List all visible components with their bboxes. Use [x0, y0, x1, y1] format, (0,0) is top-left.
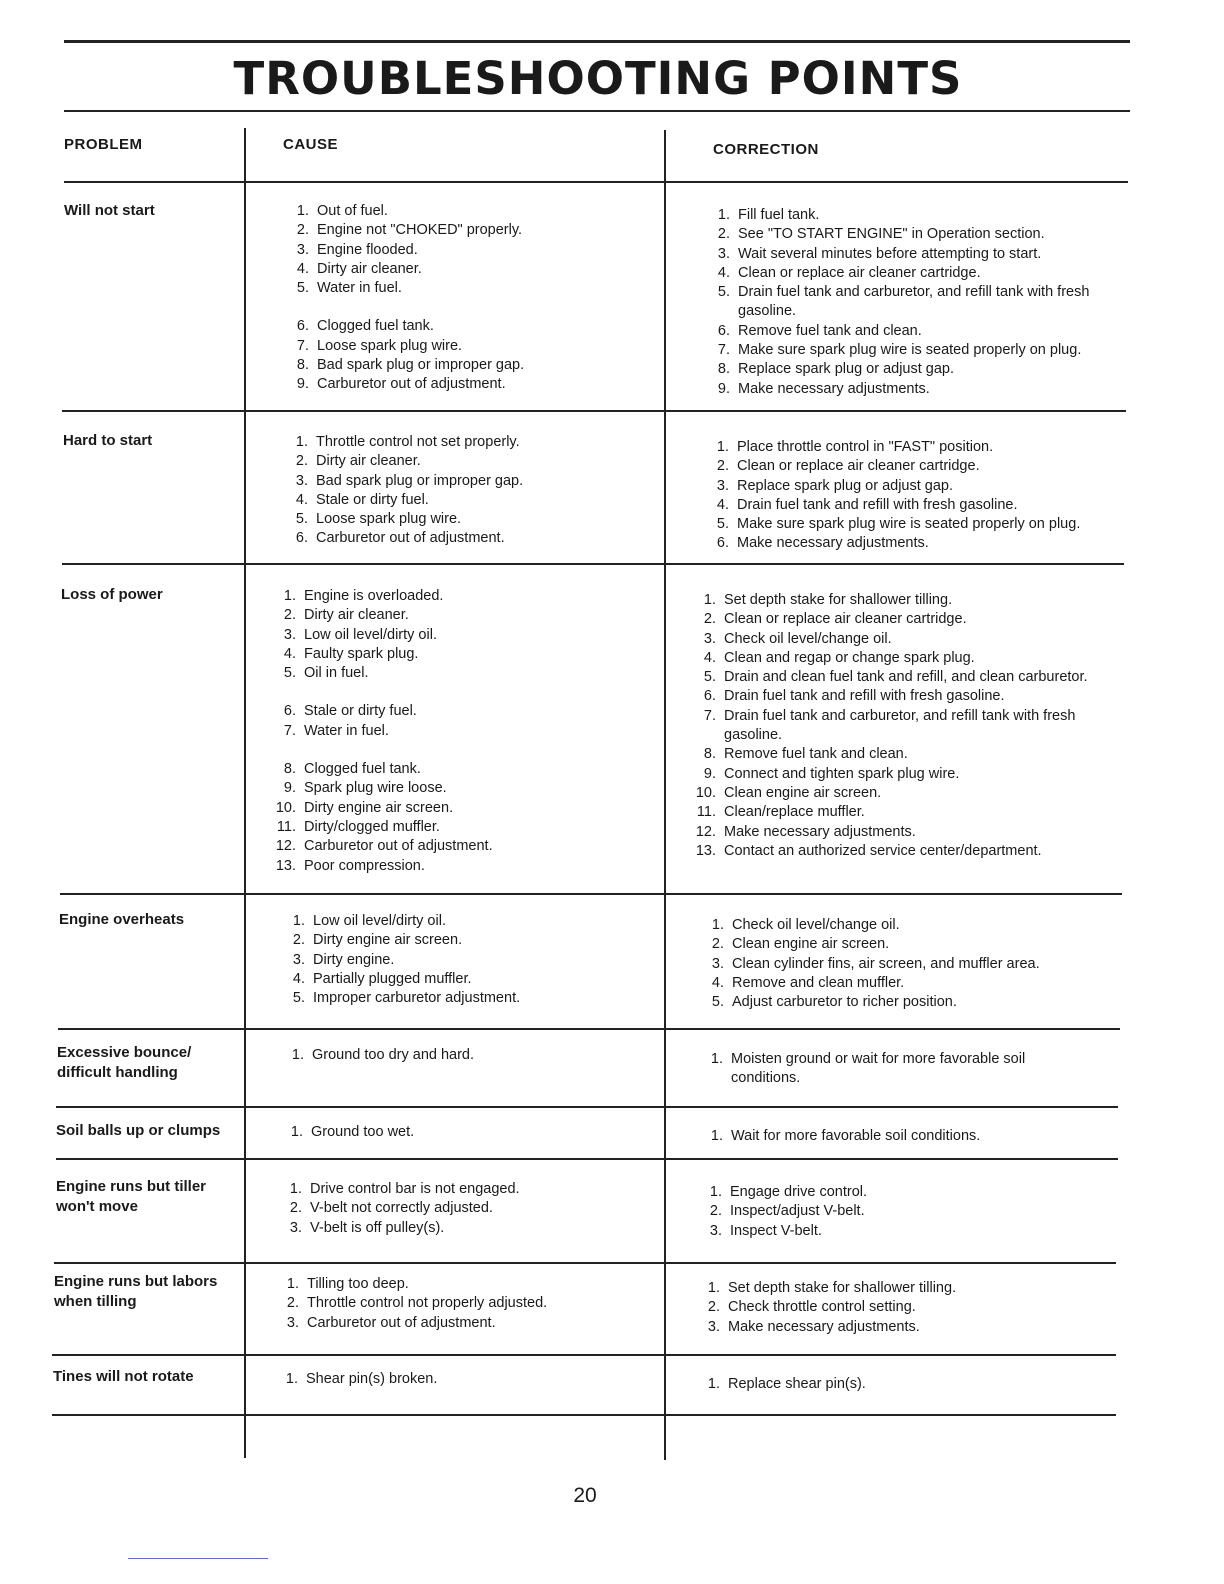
column-divider-correction: [664, 130, 666, 1460]
correction-item: 6. Remove fuel tank and clean.: [717, 322, 922, 339]
cause-item: 4. Stale or dirty fuel.: [295, 491, 429, 508]
correction-item: 8. Replace spark plug or adjust gap.: [717, 361, 955, 378]
cause-item: 2. Engine not "CHOKED" properly.: [296, 222, 523, 239]
cause-item: 1. Ground too wet.: [290, 1124, 415, 1140]
cause-item: 9. Carburetor out of adjustment.: [296, 376, 506, 393]
cause-item: 1. Ground too dry and hard.: [291, 1047, 475, 1063]
cause-item: 2. Dirty air cleaner.: [295, 453, 421, 470]
correction-item: 5. Make sure spark plug wire is seated properly on plug.: [716, 516, 1081, 533]
correction-item: 6. Make necessary adjustments.: [716, 535, 929, 552]
correction-list: [705, 438, 1117, 554]
cause-item: 1. Out of fuel.: [296, 203, 388, 219]
correction-item: 1. Set depth stake for shallower tilling.: [707, 1280, 957, 1296]
correction-item: 7. Drain fuel tank and carburetor, and refill tank with fresh gasoline.: [703, 707, 1076, 744]
cause-item: 4. Faulty spark plug.: [283, 645, 419, 662]
correction-list: [700, 916, 1110, 1012]
correction-list: [698, 1183, 1098, 1241]
cause-item: 9. Spark plug wire loose.: [283, 780, 447, 797]
cause-item: 1. Engine is overloaded.: [283, 588, 444, 604]
correction-item: 2. Clean or replace air cleaner cartridge.: [703, 611, 967, 628]
page-title: TROUBLESHOOTING POINTS: [233, 52, 963, 105]
cause-list: [285, 202, 655, 395]
correction-item: 6. Drain fuel tank and refill with fresh gasoline.: [703, 688, 1005, 705]
cause-item: 4. Dirty air cleaner.: [296, 260, 422, 277]
problem-label: Excessive bounce/ difficult handling: [57, 1044, 192, 1081]
cause-list: [275, 1275, 645, 1333]
cause-item: 13. Poor compression.: [275, 857, 425, 874]
cause-item: 11. Dirty/clogged muffler.: [276, 818, 440, 835]
cause-item: 3. Engine flooded.: [296, 241, 418, 258]
cause-item: 3. V-belt is off pulley(s).: [289, 1219, 445, 1236]
correction-item: 11. Clean/replace muffler.: [696, 804, 865, 821]
cause-item: 1. Low oil level/dirty oil.: [292, 913, 446, 929]
cause-item: 2. Dirty engine air screen.: [292, 932, 463, 949]
correction-item: 5. Drain fuel tank and carburetor, and refill tank with fresh gasoline.: [717, 284, 1090, 320]
header-cause: CAUSE: [283, 136, 339, 153]
correction-item: 3. Replace spark plug or adjust gap.: [716, 477, 954, 494]
cause-item: 1. Drive control bar is not engaged.: [289, 1181, 520, 1197]
cause-item: 5. Loose spark plug wire.: [295, 511, 462, 528]
cause-item: 7. Water in fuel.: [283, 722, 389, 739]
title-rule: [64, 110, 1130, 112]
correction-item: 1. Check oil level/change oil.: [711, 917, 900, 933]
cause-list: [284, 433, 654, 549]
correction-item: 1. Fill fuel tank.: [717, 207, 820, 223]
correction-item: 2. Check throttle control setting.: [707, 1299, 916, 1316]
correction-item: 1. Wait for more favorable soil conditions.: [710, 1128, 981, 1144]
row-rule: [52, 1354, 1116, 1356]
correction-item: 5. Drain and clean fuel tank and refill, and clean carburetor.: [703, 669, 1088, 686]
cause-item: 4. Partially plugged muffler.: [292, 970, 472, 987]
cause-item: 3. Low oil level/dirty oil.: [283, 626, 437, 643]
correction-list: [699, 1050, 1069, 1089]
cause-item: 3. Carburetor out of adjustment.: [286, 1314, 496, 1331]
column-divider-cause: [244, 128, 246, 1458]
correction-list: [696, 1375, 1096, 1394]
correction-item: 1. Replace shear pin(s).: [707, 1376, 866, 1392]
correction-list: [699, 1127, 1099, 1146]
problem-label: Engine runs but labors when tilling: [54, 1273, 218, 1310]
correction-item: 3. Check oil level/change oil.: [703, 630, 892, 647]
problem-label: Will not start: [64, 202, 155, 219]
correction-item: 2. See "TO START ENGINE" in Operation section.: [717, 226, 1045, 243]
top-rule: [64, 40, 1130, 43]
cause-list: [274, 1370, 644, 1389]
cause-item: 3. Bad spark plug or improper gap.: [295, 472, 524, 489]
correction-item: 3. Make necessary adjustments.: [707, 1318, 920, 1335]
cause-item: 6. Clogged fuel tank.: [296, 318, 434, 335]
page-number: 20: [573, 1484, 597, 1507]
correction-item: 5. Adjust carburetor to richer position.: [711, 994, 957, 1011]
row-rule: [54, 1262, 1116, 1264]
correction-item: 13. Contact an authorized service center/department.: [695, 842, 1042, 859]
cause-list: [280, 1046, 650, 1065]
correction-item: 12. Make necessary adjustments.: [695, 823, 916, 840]
correction-item: 4. Clean or replace air cleaner cartridge.: [717, 264, 981, 281]
cause-item: 2. Dirty air cleaner.: [283, 607, 409, 624]
correction-item: 3. Clean cylinder fins, air screen, and muffler area.: [711, 955, 1040, 972]
cause-item: 12. Carburetor out of adjustment.: [275, 838, 493, 855]
cause-item: 5. Improper carburetor adjustment.: [292, 990, 521, 1007]
correction-item: 3. Wait several minutes before attempting to start.: [717, 245, 1042, 262]
cause-item: 1. Throttle control not set properly.: [295, 434, 520, 450]
cause-item: 7. Loose spark plug wire.: [296, 337, 463, 354]
correction-list: [696, 1279, 1096, 1337]
correction-item: 7. Make sure spark plug wire is seated properly on plug.: [717, 342, 1082, 359]
row-rule: [52, 1414, 1116, 1416]
cause-item: 5. Water in fuel.: [296, 280, 402, 297]
problem-label: Loss of power: [61, 586, 163, 603]
cause-list: [278, 1180, 648, 1238]
correction-item: 4. Drain fuel tank and refill with fresh gasoline.: [716, 496, 1018, 513]
row-rule: [64, 181, 1128, 183]
cause-list: [279, 1123, 649, 1142]
cause-item: 8. Bad spark plug or improper gap.: [296, 357, 525, 374]
cause-item: 6. Stale or dirty fuel.: [283, 703, 417, 720]
cause-item: 1. Shear pin(s) broken.: [285, 1371, 438, 1387]
row-rule: [60, 893, 1122, 895]
correction-item: 4. Remove and clean muffler.: [711, 974, 905, 991]
cause-item: 10. Dirty engine air screen.: [275, 799, 454, 816]
correction-item: 1. Engage drive control.: [709, 1184, 868, 1200]
problem-label: Engine runs but tiller won't move: [56, 1178, 207, 1215]
correction-item: 9. Make necessary adjustments.: [717, 380, 930, 397]
header-correction: CORRECTION: [713, 141, 819, 158]
row-rule: [56, 1158, 1118, 1160]
cause-item: 5. Oil in fuel.: [283, 665, 369, 682]
correction-item: 1. Place throttle control in "FAST" position.: [716, 439, 994, 455]
row-rule: [62, 410, 1126, 412]
correction-item: 2. Clean engine air screen.: [711, 936, 890, 953]
row-rule: [56, 1106, 1118, 1108]
cause-item: 8. Clogged fuel tank.: [283, 761, 421, 778]
problem-label: Hard to start: [63, 432, 153, 449]
correction-item: 3. Inspect V-belt.: [709, 1222, 822, 1239]
cause-item: 3. Dirty engine.: [292, 951, 395, 968]
correction-list: [692, 591, 1092, 861]
correction-item: 4. Clean and regap or change spark plug.: [703, 649, 975, 666]
row-rule: [62, 563, 1124, 565]
cause-list: [272, 587, 652, 876]
header-problem: PROBLEM: [64, 136, 143, 153]
cause-item: 1. Tilling too deep.: [286, 1276, 409, 1292]
bottom-underline: [128, 1558, 268, 1559]
cause-list: [281, 912, 651, 1008]
cause-item: 6. Carburetor out of adjustment.: [295, 530, 505, 547]
correction-list: [706, 206, 1111, 399]
problem-label: Engine overheats: [59, 911, 185, 928]
row-rule: [58, 1028, 1120, 1030]
correction-item: 1. Set depth stake for shallower tilling.: [703, 592, 953, 608]
correction-item: 1. Moisten ground or wait for more favorable soil conditions.: [710, 1051, 1026, 1087]
correction-item: 2. Inspect/adjust V-belt.: [709, 1203, 865, 1220]
problem-label: Tines will not rotate: [53, 1368, 194, 1385]
cause-item: 2. V-belt not correctly adjusted.: [289, 1200, 493, 1217]
correction-item: 9. Connect and tighten spark plug wire.: [703, 765, 960, 782]
correction-item: 2. Clean or replace air cleaner cartridge.: [716, 458, 980, 475]
correction-item: 10. Clean engine air screen.: [695, 784, 882, 801]
problem-label: Soil balls up or clumps: [56, 1122, 221, 1139]
cause-item: 2. Throttle control not properly adjusted.: [286, 1295, 548, 1312]
correction-item: 8. Remove fuel tank and clean.: [703, 746, 908, 763]
